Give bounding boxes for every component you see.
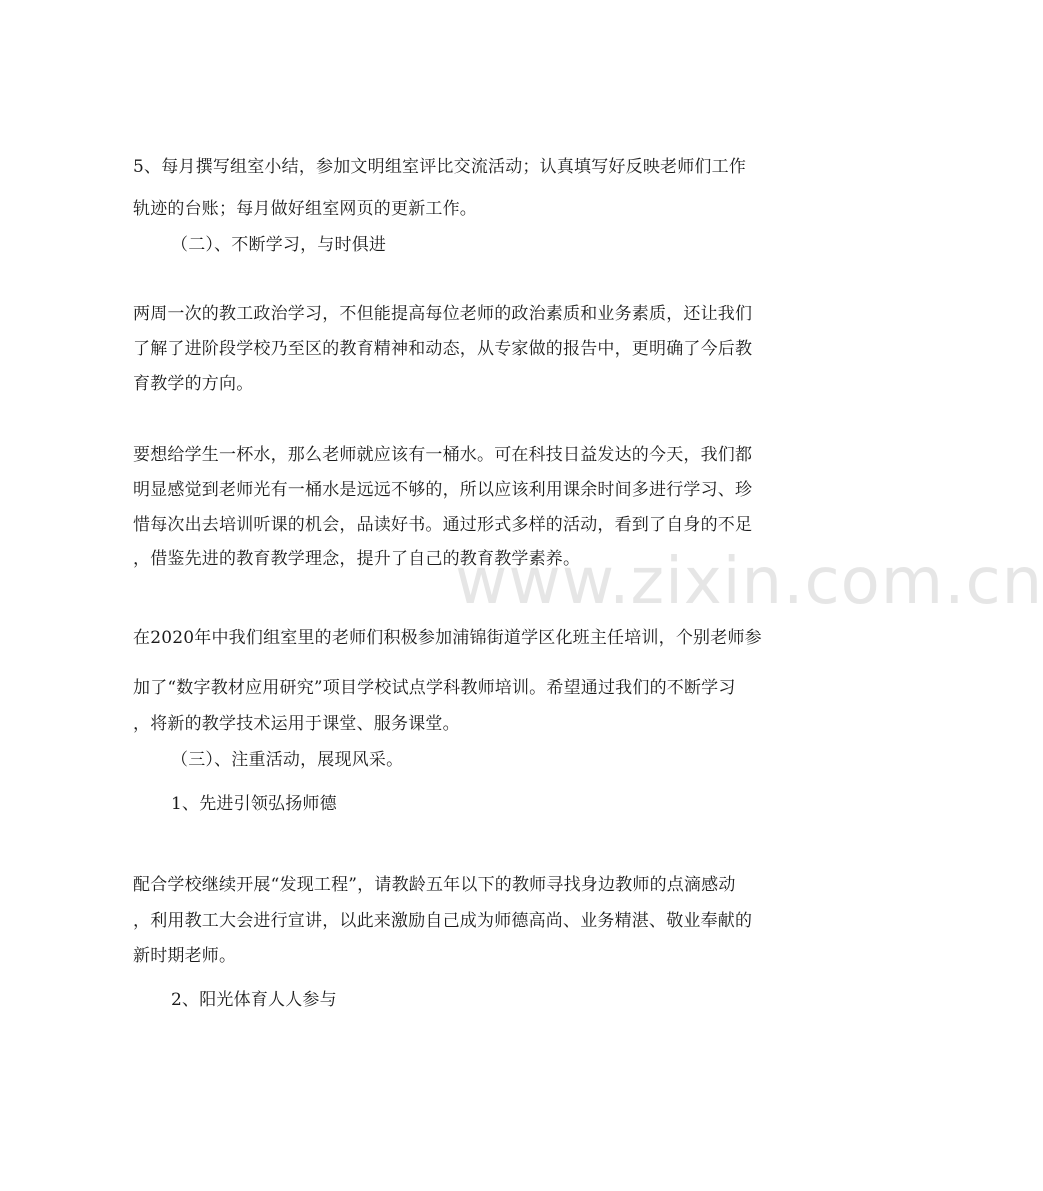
- section-heading: （二）、不断学习，与时俱进: [171, 235, 387, 255]
- subsection-heading: 2、阳光体育人人参与: [171, 990, 337, 1010]
- subsection-heading: 1、先进引领弘扬师德: [171, 794, 337, 814]
- section-heading: （三）、注重活动，展现风采。: [171, 750, 404, 770]
- paragraph-line: 育教学的方向。: [133, 374, 254, 394]
- paragraph-line: 在2020年中我们组室里的老师们积极参加浦锦街道学区化班主任培训，个别老师参: [133, 628, 762, 648]
- paragraph-line: ，借鉴先进的教育教学理念，提升了自己的教育教学素养。: [133, 549, 581, 569]
- watermark: www.zixin.com.cn: [455, 545, 1043, 619]
- paragraph-line: ，将新的教学技术运用于课堂、服务课堂。: [133, 714, 460, 734]
- paragraph-line: 了解了进阶段学校乃至区的教育精神和动态，从专家做的报告中，更明确了今后教: [133, 339, 753, 359]
- paragraph-line: 明显感觉到老师光有一桶水是远远不够的，所以应该利用课余时间多进行学习、珍: [133, 480, 753, 500]
- paragraph-line: 轨迹的台账；每月做好组室网页的更新工作。: [133, 199, 477, 219]
- paragraph-line: 5、每月撰写组室小结，参加文明组室评比交流活动；认真填写好反映老师们工作: [133, 157, 747, 177]
- paragraph-line: 惜每次出去培训听课的机会，品读好书。通过形式多样的活动，看到了自身的不足: [133, 515, 753, 535]
- paragraph-line: 两周一次的教工政治学习，不但能提高每位老师的政治素质和业务素质，还让我们: [133, 304, 753, 324]
- paragraph-line: 新时期老师。: [133, 946, 237, 966]
- paragraph-line: ，利用教工大会进行宣讲，以此来激励自己成为师德高尚、业务精湛、敬业奉献的: [133, 911, 753, 931]
- paragraph-line: 要想给学生一杯水，那么老师就应该有一桶水。可在科技日益发达的今天，我们都: [133, 445, 753, 465]
- paragraph-line: 配合学校继续开展“发现工程”，请教龄五年以下的教师寻找身边教师的点滴感动: [133, 875, 736, 895]
- paragraph-line: 加了“数字教材应用研究”项目学校试点学科教师培训。希望通过我们的不断学习: [133, 678, 736, 698]
